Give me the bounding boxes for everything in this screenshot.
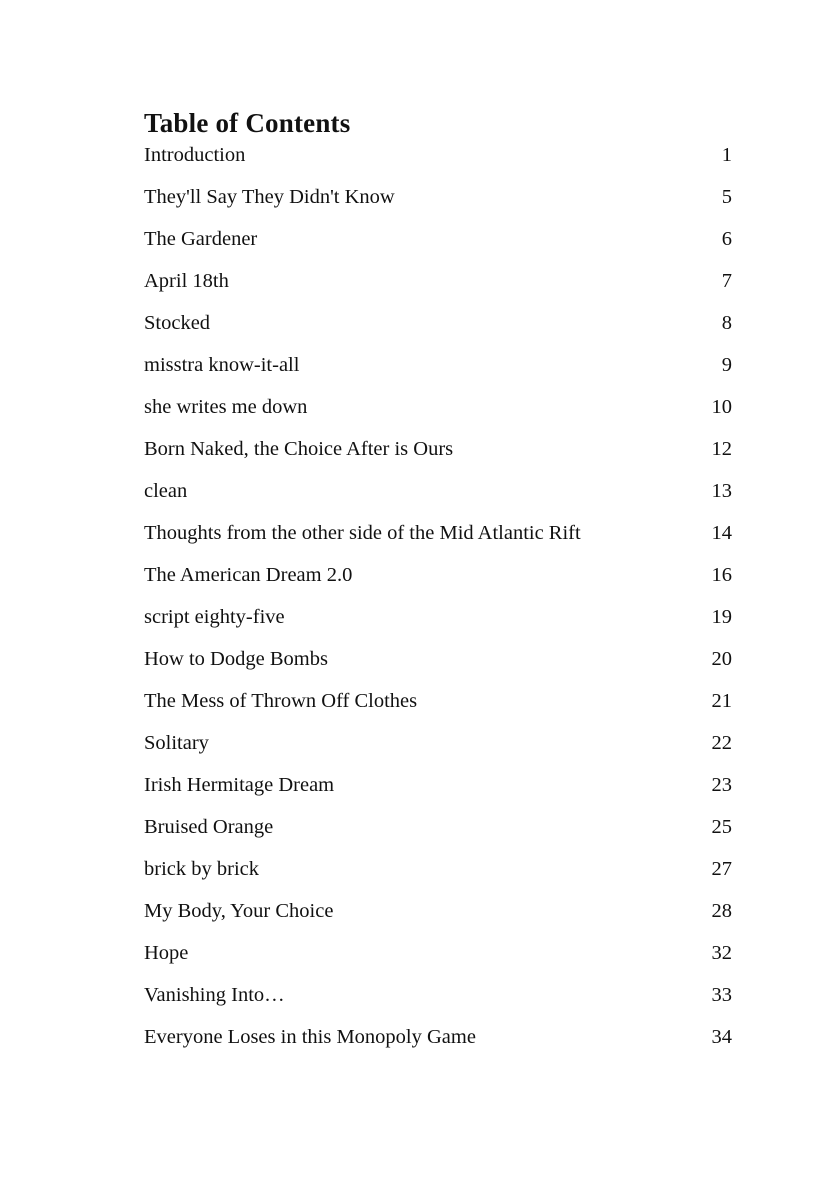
toc-entry-page: 13 [711, 480, 732, 502]
toc-entry[interactable] [144, 308, 732, 350]
toc-entry[interactable] [144, 476, 732, 518]
toc-list [144, 140, 732, 1064]
toc-entry-title: Stocked [144, 312, 211, 334]
toc-entry-page: 14 [711, 522, 732, 544]
toc-entry[interactable] [144, 812, 732, 854]
toc-entry-page: 27 [711, 858, 732, 880]
toc-entry-page: 20 [711, 648, 732, 670]
toc-entry-title: April 18th [144, 270, 229, 292]
toc-entry-title: Born Naked, the Choice After is Ours [144, 438, 454, 460]
toc-entry-page: 7 [721, 270, 732, 292]
toc-entry-title: Irish Hermitage Dream [144, 774, 335, 796]
toc-entry-title: misstra know-it-all [144, 354, 300, 376]
toc-entry[interactable] [144, 854, 732, 896]
toc-entry[interactable] [144, 644, 732, 686]
toc-entry-title: Introduction [144, 144, 246, 166]
toc-entry[interactable] [144, 938, 732, 980]
toc-entry[interactable] [144, 140, 732, 182]
toc-entry[interactable] [144, 224, 732, 266]
toc-entry-page: 34 [711, 1026, 732, 1048]
toc-entry-page: 25 [711, 816, 732, 838]
toc-entry-title: she writes me down [144, 396, 308, 418]
toc-entry-page: 9 [721, 354, 732, 376]
toc-entry-title: script eighty-five [144, 606, 285, 628]
toc-entry-title: Thoughts from the other side of the Mid Atlantic Rift [144, 522, 581, 544]
toc-entry-page: 10 [711, 396, 732, 418]
toc-entry-title: clean [144, 480, 188, 502]
toc-entry-title: Solitary [144, 732, 209, 754]
toc-entry-page: 32 [711, 942, 732, 964]
toc-entry-title: Vanishing Into… [144, 984, 285, 1006]
toc-entry[interactable] [144, 518, 732, 560]
toc-entry-title: The American Dream 2.0 [144, 564, 353, 586]
toc-entry[interactable] [144, 1022, 732, 1064]
toc-title: Table of Contents [144, 108, 351, 138]
toc-entry-page: 1 [721, 144, 732, 166]
toc-entry-title: My Body, Your Choice [144, 900, 334, 922]
toc-entry-page: 16 [711, 564, 732, 586]
toc-entry[interactable] [144, 602, 732, 644]
toc-entry-page: 19 [711, 606, 732, 628]
toc-entry[interactable] [144, 266, 732, 308]
toc-entry-page: 22 [711, 732, 732, 754]
toc-entry[interactable] [144, 182, 732, 224]
toc-page [144, 106, 732, 1064]
toc-entry-page: 21 [711, 690, 732, 712]
toc-entry[interactable] [144, 434, 732, 476]
toc-entry[interactable] [144, 770, 732, 812]
toc-entry[interactable] [144, 728, 732, 770]
toc-entry-title: Hope [144, 942, 189, 964]
toc-entry-title: The Gardener [144, 228, 258, 250]
toc-entry-page: 28 [711, 900, 732, 922]
toc-entry-title: They'll Say They Didn't Know [144, 186, 395, 208]
toc-entry[interactable] [144, 980, 732, 1022]
toc-entry-title: How to Dodge Bombs [144, 648, 328, 670]
toc-entry[interactable] [144, 392, 732, 434]
toc-entry-title: Bruised Orange [144, 816, 274, 838]
toc-entry[interactable] [144, 896, 732, 938]
toc-entry-page: 12 [711, 438, 732, 460]
toc-entry-page: 5 [721, 186, 732, 208]
toc-entry-title: Everyone Loses in this Monopoly Game [144, 1026, 476, 1048]
toc-entry-title: The Mess of Thrown Off Clothes [144, 690, 418, 712]
toc-entry-page: 6 [721, 228, 732, 250]
toc-entry[interactable] [144, 560, 732, 602]
toc-entry[interactable] [144, 686, 732, 728]
toc-entry[interactable] [144, 350, 732, 392]
toc-entry-page: 8 [721, 312, 732, 334]
toc-entry-page: 23 [711, 774, 732, 796]
toc-entry-title: brick by brick [144, 858, 259, 880]
toc-entry-page: 33 [711, 984, 732, 1006]
